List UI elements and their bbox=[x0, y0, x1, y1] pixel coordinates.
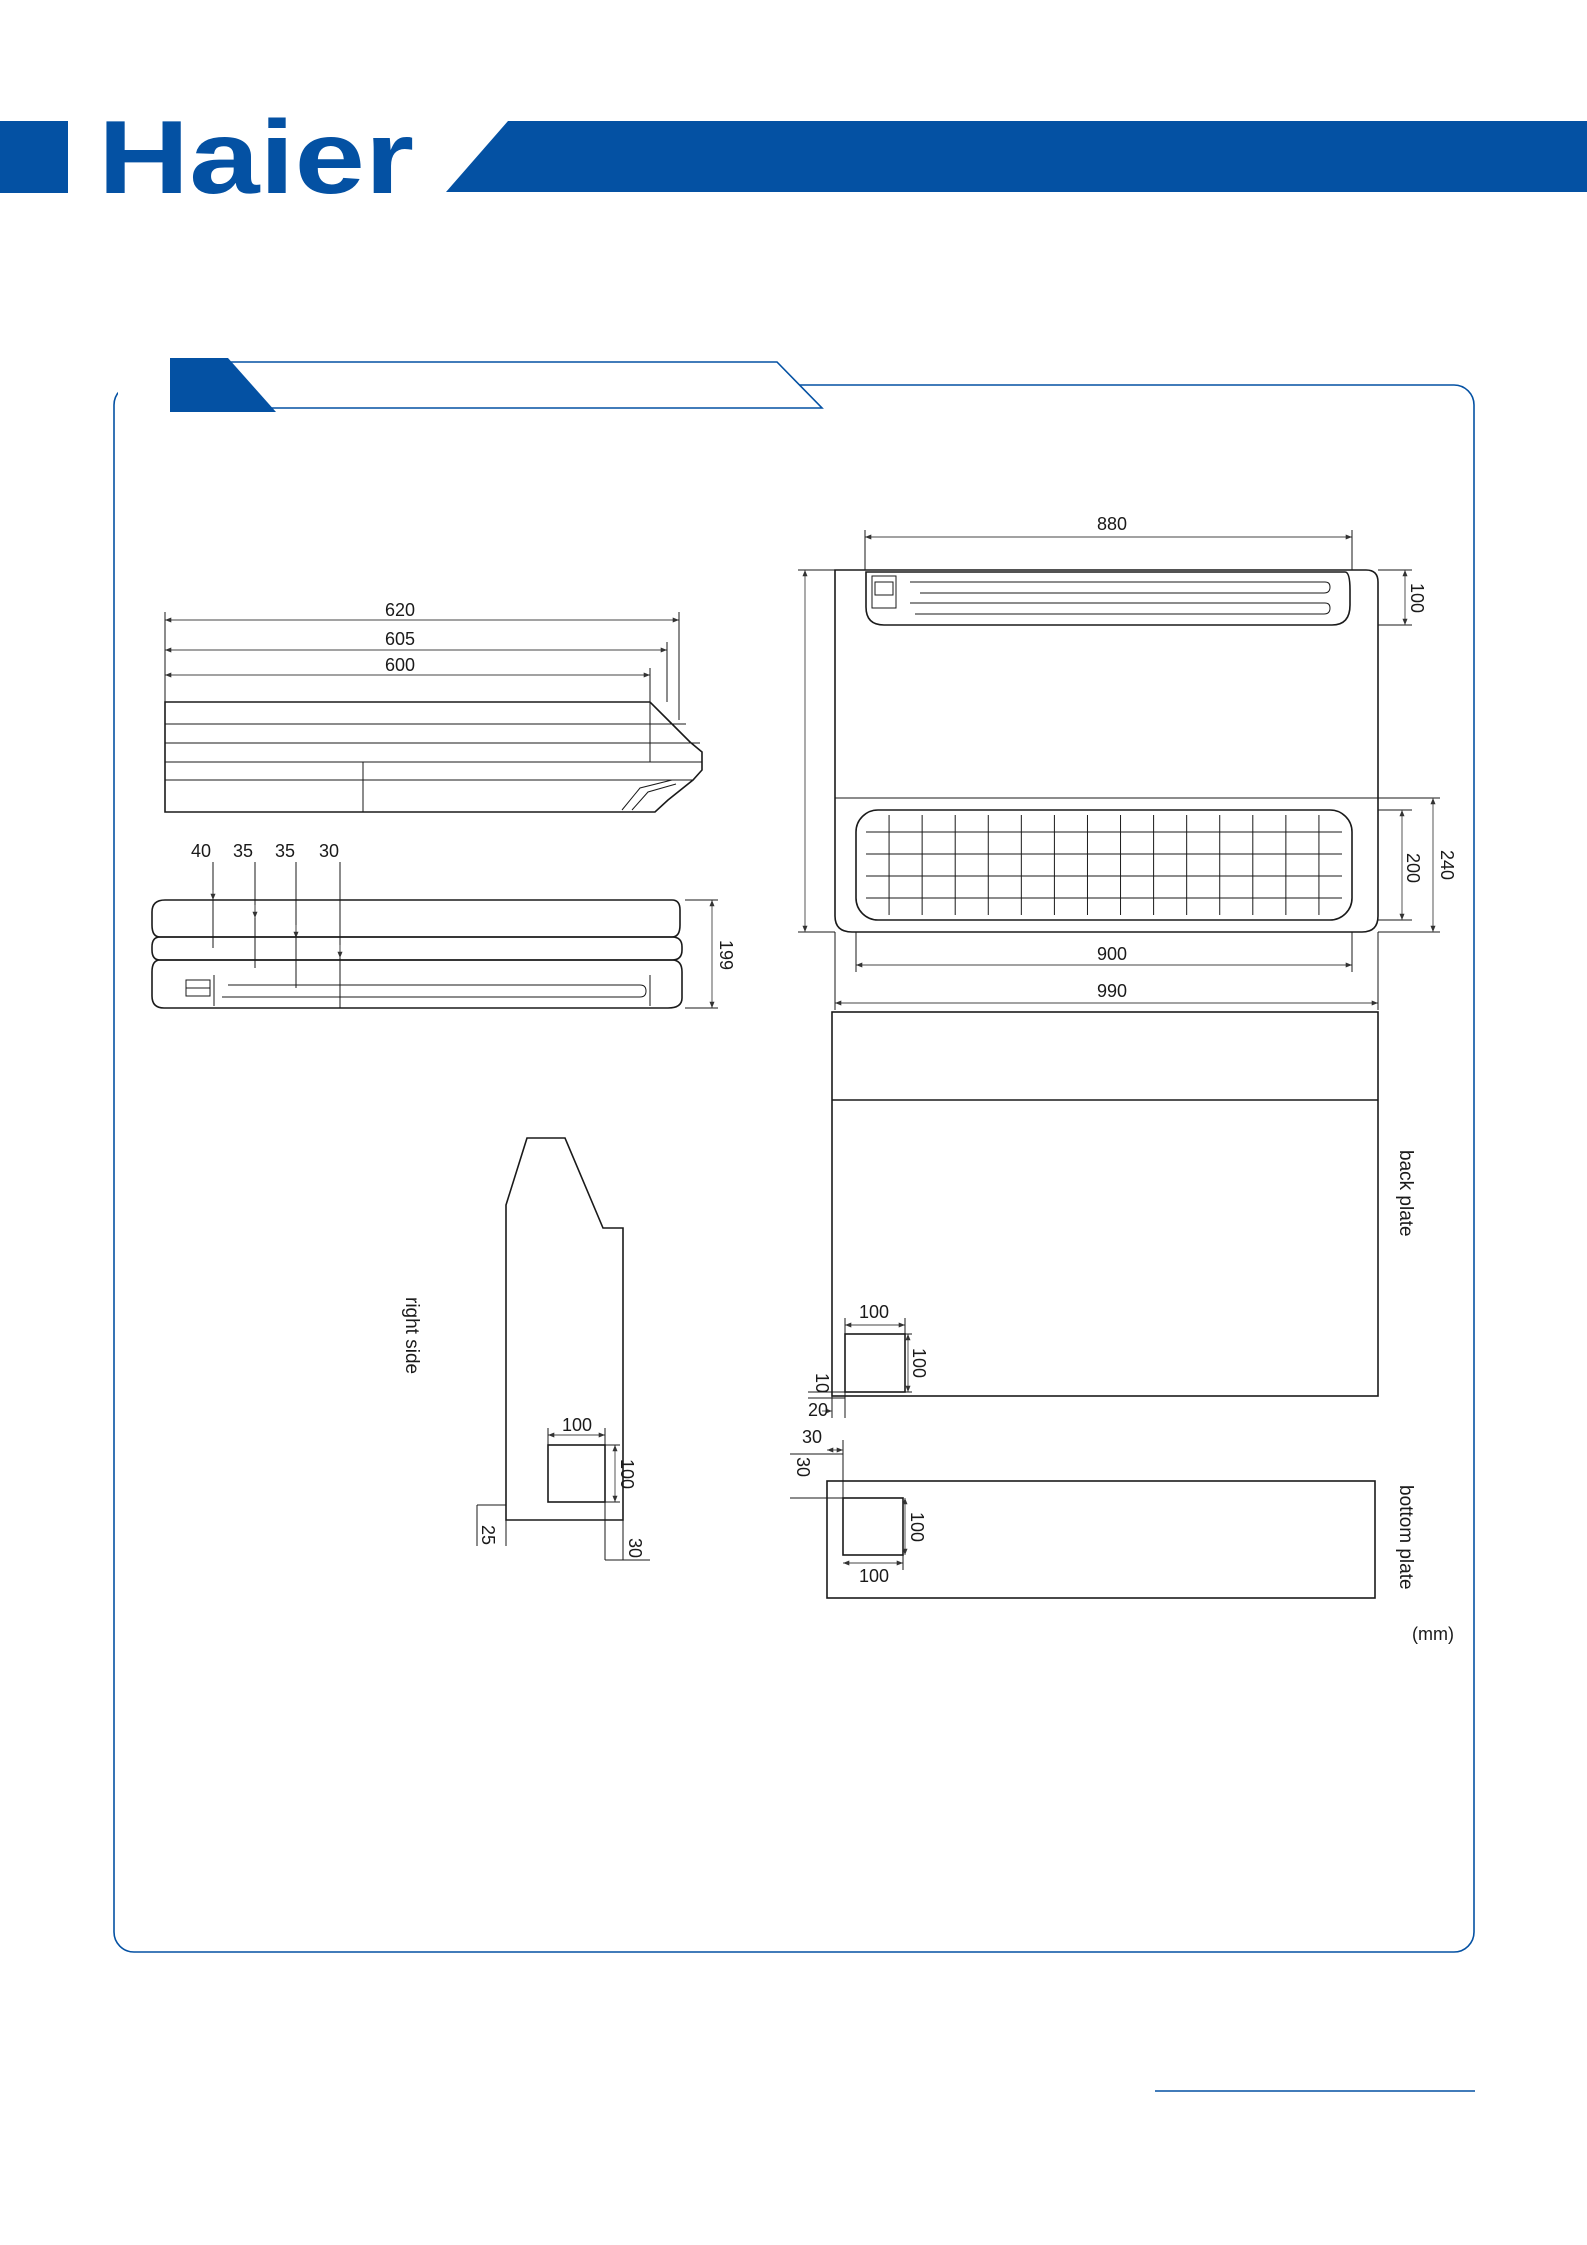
top-dim-620: 620 bbox=[384, 600, 416, 620]
bottom-dim-30-side: 30 bbox=[793, 1456, 813, 1478]
bottom-dim-100-h: 100 bbox=[907, 1511, 927, 1543]
plan-dim-990: 990 bbox=[1096, 981, 1128, 1001]
unit-note: (mm) bbox=[1412, 1624, 1454, 1644]
plan-dim-240: 240 bbox=[1437, 849, 1457, 881]
plan-dim-900: 900 bbox=[1096, 944, 1128, 964]
header-right-bar bbox=[446, 121, 1587, 192]
grille-lines bbox=[866, 815, 1342, 915]
bottom-plate bbox=[790, 1427, 1416, 1598]
right-side-view bbox=[401, 1138, 650, 1560]
bottom-dim-30-top: 30 bbox=[801, 1427, 823, 1447]
front-dim-35a: 35 bbox=[232, 841, 254, 861]
plan-dim-880: 880 bbox=[1096, 514, 1128, 534]
bottom-plate-label: bottom plate bbox=[1395, 1485, 1416, 1590]
front-dim-35b: 35 bbox=[274, 841, 296, 861]
back-plate bbox=[808, 1012, 1416, 1420]
back-dim-100-h: 100 bbox=[909, 1347, 929, 1379]
right-dim-100-h: 100 bbox=[617, 1458, 637, 1490]
front-view bbox=[152, 841, 736, 1008]
front-dim-40: 40 bbox=[190, 841, 212, 861]
right-dim-30: 30 bbox=[625, 1537, 645, 1559]
front-dim-199: 199 bbox=[716, 939, 736, 971]
back-dim-20: 20 bbox=[807, 1400, 829, 1420]
bottom-plate-cutout bbox=[843, 1498, 903, 1555]
section-tab-outline bbox=[218, 362, 822, 408]
top-view bbox=[165, 600, 702, 812]
back-dim-100-w: 100 bbox=[858, 1302, 890, 1322]
right-dim-100-w: 100 bbox=[561, 1415, 593, 1435]
header-left-block bbox=[0, 121, 68, 193]
bottom-dim-100-w: 100 bbox=[858, 1566, 890, 1586]
right-side-label: right side bbox=[401, 1297, 422, 1375]
haier-logo: Haier bbox=[98, 100, 414, 216]
right-side-cutout bbox=[548, 1445, 605, 1502]
content-frame bbox=[114, 358, 1474, 1952]
front-dim-30: 30 bbox=[318, 841, 340, 861]
top-dim-605: 605 bbox=[384, 629, 416, 649]
back-plate-cutout bbox=[845, 1334, 905, 1392]
top-dim-600: 600 bbox=[384, 655, 416, 675]
plan-view bbox=[798, 514, 1457, 1010]
header-band bbox=[0, 100, 1587, 216]
grille bbox=[856, 810, 1352, 920]
back-plate-label: back plate bbox=[1395, 1150, 1416, 1237]
right-dim-25: 25 bbox=[478, 1524, 498, 1546]
plan-dim-100: 100 bbox=[1407, 582, 1427, 614]
plan-dim-200: 200 bbox=[1403, 852, 1423, 884]
back-dim-10: 10 bbox=[812, 1372, 832, 1394]
